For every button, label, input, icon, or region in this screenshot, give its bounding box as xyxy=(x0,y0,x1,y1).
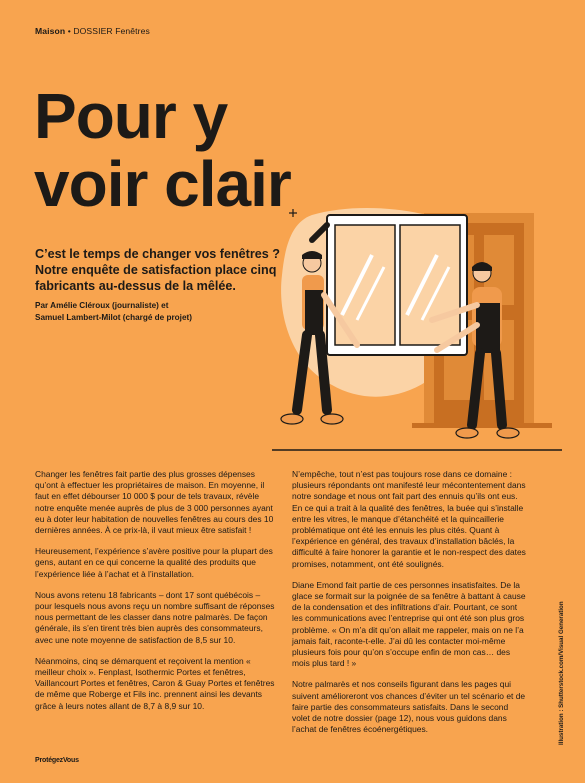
section-header xyxy=(35,26,150,36)
byline xyxy=(35,300,275,323)
body-column-right xyxy=(292,469,528,745)
sparkle-icon xyxy=(289,209,297,217)
paragraph: Changer les fenêtres fait partie des plus grosses dépenses qu’ont à effectuer les propriétaires de maison. En moyenne, il faut en effet débourser 10 000 $ pour de tels travaux, révèle notre enquête menée auprès de plus de 3 000 personnes ayant eu à doter leur habitation de nouvelles fenêtres au cours des 10 dernières années. À ce prix-là, il vaut mieux être satisfait ! xyxy=(35,469,274,536)
byline-line-1: Par Amélie Cléroux (journaliste) et xyxy=(35,301,169,310)
publication-logo: ProtégezVous xyxy=(35,757,79,764)
section-label: Maison xyxy=(35,26,66,36)
paragraph: N’empêche, tout n’est pas toujours rose dans ce domaine : plusieurs répondants ont manifesté leur mécontentement dans notre sondage et nous ont fait part des ennuis qu’ils ont eus. En ce qui a trait à la qualité des fenêtres, la buée qui s’installe entre les vitres, le manque d’étanchéité et la quincaillerie problématique ont été les ennuis les plus cités. Quant à l’expérience en général, des travaux d’installation bâclés, la difficulté à faire honorer la garantie et le non-respect des dates promises, notamment, ont été soulignés. xyxy=(292,469,526,569)
body-column-left xyxy=(35,469,275,722)
deck: C’est le temps de changer vos fenêtres ? Notre enquête de satisfaction place cinq fabricants au-dessus de la mêlée. xyxy=(35,247,280,293)
byline-line-2: Samuel Lambert-Milot (chargé de projet) xyxy=(35,312,192,322)
paragraph: Notre palmarès et nos conseils figurant dans les pages qui suivent amélioreront vos chances d’éviter un tel scénario et de faire partie des consommateurs satisfaits. Dans le second volet de notre dossier (page 12), nous vous guidons dans l’achat de fenêtres écoénergétiques. xyxy=(292,679,526,735)
paragraph: Diane Emond fait partie de ces personnes insatisfaites. De la glace se formait sur la poignée de sa fenêtre à battant à cause de la condensation et des infiltrations d’air. Pourtant, ce sont les communications avec l’entreprise qui ont été son plus gros problème. « On m’a dit qu’on allait me rappeler, mais on ne l’a jamais fait, raconte-t-elle. J’ai dû les contacter moi-même plusieurs fois pour qu’on s’occupe enfin de mon cas… des mois plus tard ! » xyxy=(292,579,526,669)
bullet: • xyxy=(67,26,71,36)
paragraph: Heureusement, l’expérience s’avère positive pour la plupart des gens, autant en ce qui concerne la qualité des produits que l’expérience liée à l’achat et à l’installation. xyxy=(35,546,273,579)
window-installers-illustration xyxy=(272,195,562,460)
title-line-2: voir clair xyxy=(34,148,291,220)
paragraph: Nous avons retenu 18 fabricants – dont 17 sont québécois – pour lesquels nous avons reçu un nombre suffisant de réponses nous permettant de les classer dans notre palmarès. De façon générale, ils s’en tirent très bien auprès des consommateurs, avec une note moyenne de satisfaction de 8,5 sur 10. xyxy=(35,589,275,645)
title-line-1: Pour y xyxy=(34,80,228,152)
dossier-label: DOSSIER Fenêtres xyxy=(73,26,150,36)
paragraph: Néanmoins, cinq se démarquent et reçoivent la mention « meilleur choix ». Fenplast, Isothermic Portes et fenêtres, Vaillancourt Portes et fenêtres, Caron & Guay Portes et fenêtres de même que Roberge et Fils inc. prennent ainsi les devants grâce à leurs notes allant de 8,7 à 8,9 sur 10. xyxy=(35,655,275,711)
illustration-credit: Illustration : Shutterstock.com/Visual Generation xyxy=(558,601,565,745)
page-title xyxy=(34,82,291,218)
